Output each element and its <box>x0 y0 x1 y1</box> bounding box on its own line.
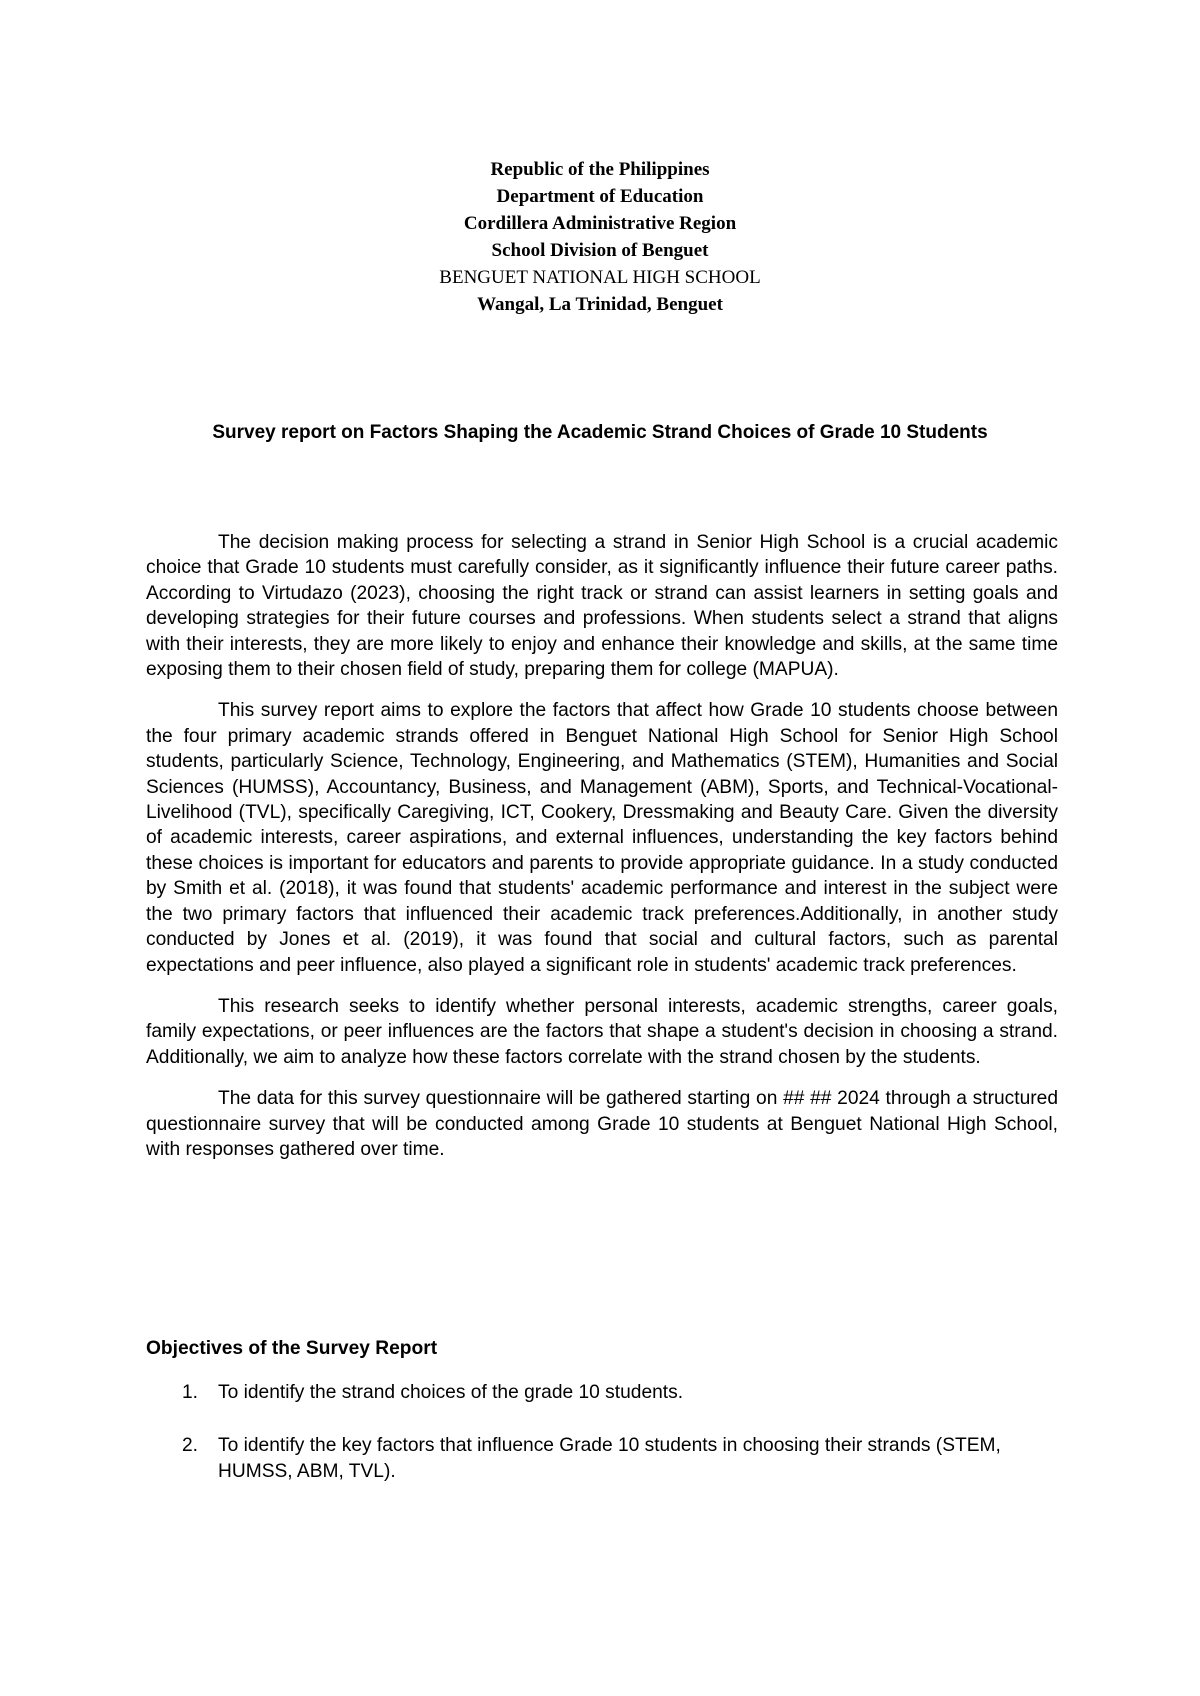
objective-item <box>146 1433 1058 1484</box>
paragraph-introduction: The decision making process for selecting a strand in Senior High School is a crucial academic choice that Grade 10 students must carefully consider, as it significantly influence their future career paths. According to Virtudazo (2023), choosing the right track or strand can assist learners in setting goals and developing strategies for their future courses and professions. When students select a strand that aligns with their interests, they are more likely to enjoy and enhance their knowledge and skills, at the same time exposing them to their chosen field of study, preparing them for college (MAPUA). <box>146 532 1058 681</box>
letterhead-division: School Division of Benguet <box>491 240 709 261</box>
objective-text: To identify the strand choices of the grade 10 students. <box>218 1382 684 1403</box>
objective-number: 2. <box>182 1435 199 1457</box>
objective-number: 1. <box>182 1382 199 1403</box>
letterhead-republic: Republic of the Philippines <box>490 159 710 180</box>
paragraph-purpose: This survey report aims to explore the factors that affect how Grade 10 students choose between the four primary academic strands offered in Benguet National High School for Senior High School students, particularly Science, Technology, Engineering, and Mathematics (STEM), Humanities and Social Sciences (HUMSS), Accountancy, Business, and Management (ABM), Sports, and Technical-Vocational-Livelihood (TVL), specifically Caregiving, ICT, Cookery, Dressmaking and Beauty Care. Given the diversity of academic interests, career aspirations, and external influences, understanding the key factors behind these choices is important for educators and parents to provide appropriate guidance. In a study conducted by Smith et al. (2018), it was found that students' academic performance and interest in the subject were the two primary factors that influenced their academic track preferences.Additionally, in another study conducted by Jones et al. (2019), it was found that social and cultural factors, such as parental expectations and peer influence, also played a significant role in students' academic track preferences. <box>146 700 1058 976</box>
letterhead <box>0 156 1200 318</box>
paragraph-data-gathering: The data for this survey questionnaire will be gathered starting on ## ## 2024 through a structured questionnaire survey that will be conducted among Grade 10 students at Benguet National High School, with responses gathered over time. <box>146 1088 1058 1160</box>
letterhead-address: Wangal, La Trinidad, Benguet <box>477 294 723 315</box>
letterhead-region: Cordillera Administrative Region <box>463 213 737 234</box>
objectives-list <box>146 1380 1058 1512</box>
document-body <box>146 530 1058 1178</box>
document-title: Survey report on Factors Shaping the Academic Strand Choices of Grade 10 Students <box>212 422 988 443</box>
letterhead-school-name: BENGUET NATIONAL HIGH SCHOOL <box>439 267 761 288</box>
letterhead-department: Department of Education <box>496 186 704 207</box>
paragraph-research-aim: This research seeks to identify whether personal interests, academic strengths, career goals, family expectations, or peer influences are the factors that shape a student's decision in choosing a strand. Additionally, we aim to analyze how these factors correlate with the strand chosen by the students. <box>146 995 1058 1068</box>
objective-text: To identify the key factors that influence Grade 10 students in choosing their strands (STEM, HUMSS, ABM, TVL). <box>218 1435 1001 1482</box>
objective-item <box>146 1380 1058 1405</box>
objectives-heading: Objectives of the Survey Report <box>146 1338 438 1359</box>
